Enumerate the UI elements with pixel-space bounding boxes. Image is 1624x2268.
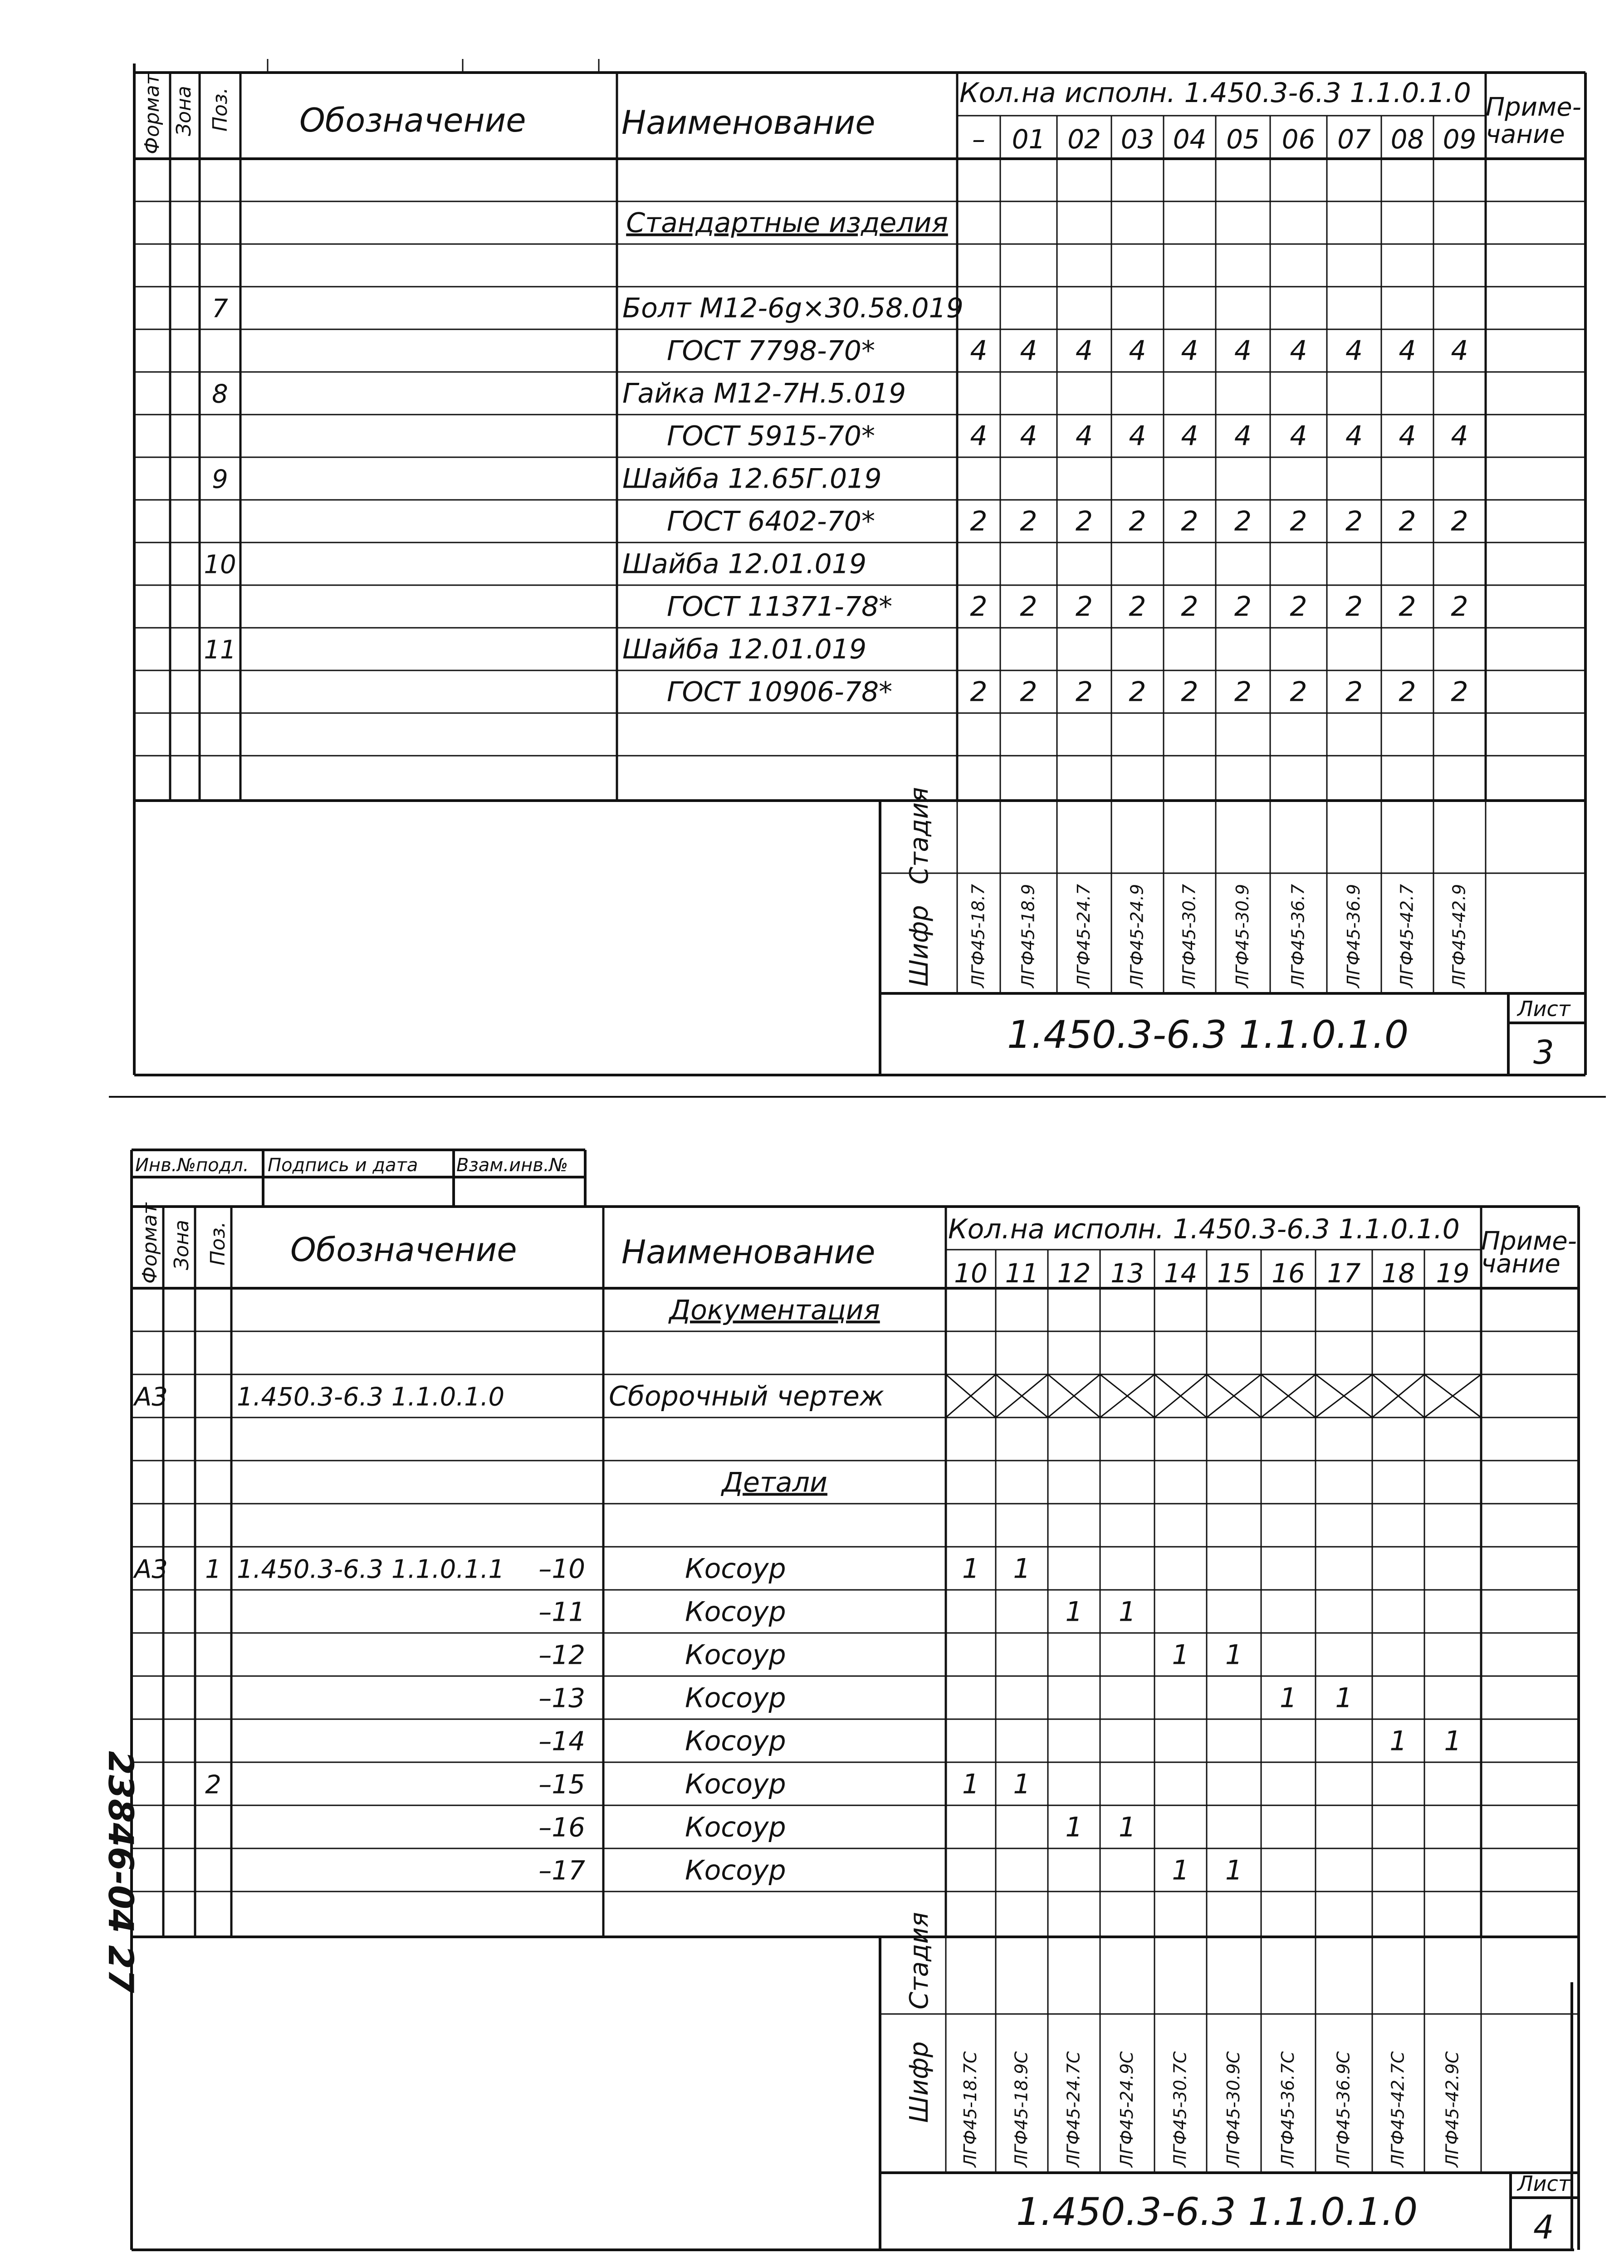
row-qty: 2 — [1451, 505, 1468, 538]
row-qty: 4 — [1129, 335, 1146, 367]
stamp-inv-label: Инв.№подл. — [135, 1155, 249, 1176]
row-qty: 2 — [1399, 676, 1416, 708]
sheet2-stage-label: Стадия — [905, 1912, 934, 2009]
row-name: Косоур — [685, 1682, 786, 1714]
header-note-2: чание — [1481, 1249, 1560, 1279]
row-qty: 1 — [1118, 1596, 1136, 1628]
header-pos: Поз. — [206, 1221, 230, 1266]
variant-header: 08 — [1390, 124, 1424, 155]
cipher-code: ЛГФ45-36.7 — [1288, 884, 1308, 988]
row-qty: 2 — [1020, 591, 1037, 623]
row-pos: 1 — [205, 1554, 221, 1584]
stamp-sign-label: Подпись и дата — [268, 1155, 418, 1176]
row-pos: 8 — [212, 379, 228, 409]
variant-header: 02 — [1067, 124, 1101, 155]
row-qty: 1 — [1225, 1639, 1243, 1671]
cipher-code: ЛГФ45-30.9 — [1233, 884, 1252, 988]
row-name: Косоур — [685, 1811, 786, 1843]
row-qty: 2 — [1234, 505, 1252, 538]
variant-header: 19 — [1436, 1258, 1470, 1289]
header-format: Формат — [138, 1202, 161, 1284]
row-name: Косоур — [685, 1768, 786, 1800]
row-qty: 1 — [1389, 1725, 1407, 1757]
variant-header: – — [972, 124, 985, 155]
header-designation: Обозначение — [299, 101, 526, 139]
sheet1-cipher-label: Шифр — [905, 905, 934, 987]
variant-header: 07 — [1337, 124, 1371, 155]
row-name: Шайба 12.65Г.019 — [622, 463, 882, 495]
row-qty: 4 — [1020, 420, 1037, 452]
variant-header: 14 — [1164, 1258, 1198, 1289]
row-qty: 2 — [1345, 676, 1363, 708]
variant-header: 17 — [1327, 1258, 1361, 1289]
cipher-code: ЛГФ45-24.7 — [1074, 884, 1094, 988]
row-qty: 4 — [1451, 420, 1468, 452]
row-qty: 1 — [1065, 1596, 1083, 1628]
row-name: Документация — [669, 1294, 880, 1326]
row-qty: 2 — [1129, 591, 1146, 623]
row-name: ГОСТ 10906-78* — [667, 676, 893, 708]
row-qty: 1 — [1225, 1854, 1243, 1887]
row-qty: 4 — [1075, 420, 1093, 452]
variant-header: 04 — [1173, 124, 1207, 155]
row-qty: 1 — [1013, 1553, 1031, 1585]
sheet1-table-text — [141, 73, 1581, 708]
row-qty: 4 — [1345, 420, 1363, 452]
row-qty: 2 — [1181, 591, 1198, 623]
row-qty: 2 — [1290, 505, 1307, 538]
row-suffix: –17 — [538, 1855, 585, 1886]
header-format: Формат — [141, 73, 164, 154]
variant-header: 16 — [1272, 1258, 1305, 1289]
row-format: А3 — [134, 1554, 168, 1584]
cipher-code: ЛГФ45-24.9С — [1117, 2051, 1137, 2167]
row-qty: 2 — [1290, 591, 1307, 623]
row-qty: 1 — [1335, 1682, 1353, 1714]
spec-sheet-4 — [132, 1150, 1579, 2250]
row-suffix: –12 — [538, 1639, 585, 1671]
row-suffix: –13 — [538, 1682, 585, 1714]
row-qty: 2 — [1399, 591, 1416, 623]
sheet1-sheet-label: Лист — [1517, 997, 1570, 1021]
cipher-code: ЛГФ45-36.9 — [1344, 884, 1364, 988]
row-qty: 2 — [1075, 591, 1093, 623]
row-name: Косоур — [685, 1725, 786, 1757]
row-name: Гайка М12-7Н.5.019 — [622, 377, 906, 410]
variant-header: 03 — [1120, 124, 1154, 155]
variant-header: 11 — [1005, 1258, 1039, 1289]
header-designation: Обозначение — [290, 1231, 517, 1269]
cipher-code: ЛГФ45-18.9С — [1011, 2051, 1032, 2167]
row-qty: 2 — [1020, 676, 1037, 708]
row-qty: 2 — [1075, 676, 1093, 708]
row-qty: 4 — [1399, 420, 1416, 452]
row-name: Болт М12-6g×30.58.019 — [622, 292, 964, 324]
cipher-code: ЛГФ45-36.9С — [1333, 2051, 1354, 2167]
row-name: ГОСТ 6402-70* — [667, 505, 875, 538]
sheet1-stage-label: Стадия — [905, 787, 934, 885]
row-qty: 2 — [1399, 505, 1416, 538]
row-qty: 2 — [1181, 676, 1198, 708]
row-qty: 4 — [1129, 420, 1146, 452]
row-format: А3 — [134, 1382, 168, 1412]
variant-header: 05 — [1226, 124, 1260, 155]
header-note-2: чание — [1486, 120, 1565, 149]
row-suffix: –15 — [538, 1769, 585, 1800]
row-qty: 2 — [970, 591, 988, 623]
row-name: Косоур — [685, 1596, 786, 1628]
row-qty: 2 — [1290, 676, 1307, 708]
row-name: Косоур — [685, 1553, 786, 1585]
sheet2-doc-number: 1.450.3-6.3 1.1.0.1.0 — [1016, 2190, 1418, 2234]
row-name: Косоур — [685, 1854, 786, 1887]
variant-header: 12 — [1057, 1258, 1091, 1289]
row-suffix: –14 — [538, 1725, 585, 1757]
cipher-code: ЛГФ45-30.9С — [1223, 2051, 1243, 2167]
row-qty: 2 — [1451, 591, 1468, 623]
variant-header: 10 — [954, 1258, 988, 1289]
row-qty: 4 — [1345, 335, 1363, 367]
variant-header: 01 — [1012, 124, 1046, 155]
row-qty: 4 — [1075, 335, 1093, 367]
cipher-code: ЛГФ45-42.7С — [1388, 2051, 1408, 2167]
sheet2-ciphers — [960, 2051, 1463, 2168]
row-pos: 10 — [204, 550, 236, 580]
sheet2-table-text — [133, 1202, 1577, 1886]
cipher-code: ЛГФ45-18.7 — [968, 884, 988, 988]
sheet2-sheet-label: Лист — [1517, 2171, 1570, 2196]
header-qty: Кол.на исполн. 1.450.3-6.3 1.1.0.1.0 — [948, 1213, 1460, 1245]
cipher-code: ЛГФ45-42.9С — [1442, 2051, 1463, 2167]
side-number: 23846-04 27 — [101, 1751, 141, 1993]
sheet1-ciphers — [969, 884, 1469, 989]
variant-header: 13 — [1110, 1258, 1144, 1289]
cipher-code: ЛГФ45-30.7С — [1170, 2051, 1190, 2167]
row-qty: 2 — [1234, 591, 1252, 623]
row-suffix: –16 — [538, 1812, 585, 1843]
sheet2-table-grid — [132, 1207, 1579, 2173]
cipher-code: ЛГФ45-36.7С — [1278, 2051, 1298, 2167]
header-name: Наименование — [621, 1233, 876, 1271]
sheet1-sheet-number: 3 — [1533, 1033, 1554, 1071]
header-note-1: Приме- — [1481, 1227, 1577, 1256]
row-qty: 4 — [1234, 335, 1252, 367]
row-name: Сборочный чертеж — [609, 1380, 884, 1413]
cipher-code: ЛГФ45-18.9 — [1018, 884, 1038, 988]
variant-header: 06 — [1282, 124, 1316, 155]
row-name: ГОСТ 11371-78* — [667, 591, 893, 623]
variant-header: 09 — [1443, 124, 1477, 155]
row-qty: 4 — [1181, 335, 1198, 367]
row-suffix: –11 — [538, 1596, 585, 1628]
header-zone: Зона — [170, 1220, 193, 1270]
stamp-replace-label: Взам.инв.№ — [456, 1155, 568, 1176]
row-name: ГОСТ 5915-70* — [667, 420, 875, 452]
row-qty: 2 — [970, 505, 988, 538]
cipher-code: ЛГФ45-42.7 — [1397, 884, 1417, 988]
row-designation: 1.450.3-6.3 1.1.0.1.1 — [237, 1554, 505, 1584]
header-name: Наименование — [621, 103, 876, 142]
sheet1-ticks — [268, 59, 599, 73]
row-qty: 1 — [962, 1768, 980, 1800]
row-name: Шайба 12.01.019 — [622, 633, 867, 665]
row-designation: 1.450.3-6.3 1.1.0.1.0 — [237, 1382, 505, 1412]
cipher-code: ЛГФ45-30.7 — [1179, 884, 1199, 988]
header-zone: Зона — [172, 86, 196, 136]
row-qty: 2 — [1234, 676, 1252, 708]
row-qty: 2 — [1129, 505, 1146, 538]
header-pos: Поз. — [209, 87, 232, 132]
header-qty: Кол.на исполн. 1.450.3-6.3 1.1.0.1.0 — [959, 77, 1471, 109]
row-qty: 1 — [1013, 1768, 1031, 1800]
row-qty: 1 — [1444, 1725, 1462, 1757]
row-qty: 2 — [1451, 676, 1468, 708]
row-pos: 2 — [205, 1770, 221, 1800]
row-qty: 2 — [1020, 505, 1037, 538]
cipher-code: ЛГФ45-42.9 — [1449, 884, 1469, 988]
row-qty: 1 — [962, 1553, 980, 1585]
sheet2-cipher-label: Шифр — [905, 2041, 934, 2123]
row-qty: 4 — [1290, 420, 1307, 452]
row-qty: 1 — [1118, 1811, 1136, 1843]
row-qty: 4 — [1020, 335, 1037, 367]
row-qty: 4 — [1181, 420, 1198, 452]
row-qty: 4 — [970, 420, 988, 452]
row-qty: 2 — [1129, 676, 1146, 708]
cipher-code: ЛГФ45-24.9 — [1127, 884, 1147, 988]
row-qty: 4 — [1399, 335, 1416, 367]
row-qty: 4 — [1290, 335, 1307, 367]
row-name: ГОСТ 7798-70* — [667, 335, 875, 367]
row-qty: 2 — [970, 676, 988, 708]
row-name: Косоур — [685, 1639, 786, 1671]
row-qty: 1 — [1279, 1682, 1297, 1714]
row-name: Стандартные изделия — [626, 207, 948, 239]
cipher-code: ЛГФ45-24.7С — [1063, 2051, 1084, 2167]
row-qty: 1 — [1065, 1811, 1083, 1843]
row-qty: 4 — [1234, 420, 1252, 452]
row-pos: 7 — [212, 294, 228, 324]
row-qty: 2 — [1075, 505, 1093, 538]
row-qty: 2 — [1345, 505, 1363, 538]
row-qty: 1 — [1172, 1639, 1189, 1671]
cipher-code: ЛГФ45-18.7С — [960, 2051, 980, 2167]
row-name: Шайба 12.01.019 — [622, 548, 867, 580]
row-suffix: –10 — [538, 1553, 585, 1584]
sheet1-doc-number: 1.450.3-6.3 1.1.0.1.0 — [1007, 1012, 1409, 1057]
row-name: Детали — [722, 1466, 827, 1499]
row-qty: 2 — [1345, 591, 1363, 623]
variant-header: 18 — [1381, 1258, 1415, 1289]
variant-header: 15 — [1217, 1258, 1251, 1289]
row-pos: 11 — [204, 635, 236, 665]
row-qty: 4 — [970, 335, 988, 367]
row-qty: 4 — [1451, 335, 1468, 367]
header-note-1: Приме- — [1486, 93, 1581, 122]
row-qty: 1 — [1172, 1854, 1189, 1887]
row-qty: 2 — [1181, 505, 1198, 538]
spec-sheet-3 — [134, 59, 1585, 1075]
row-pos: 9 — [212, 464, 228, 494]
sheet2-sheet-number: 4 — [1533, 2208, 1554, 2246]
